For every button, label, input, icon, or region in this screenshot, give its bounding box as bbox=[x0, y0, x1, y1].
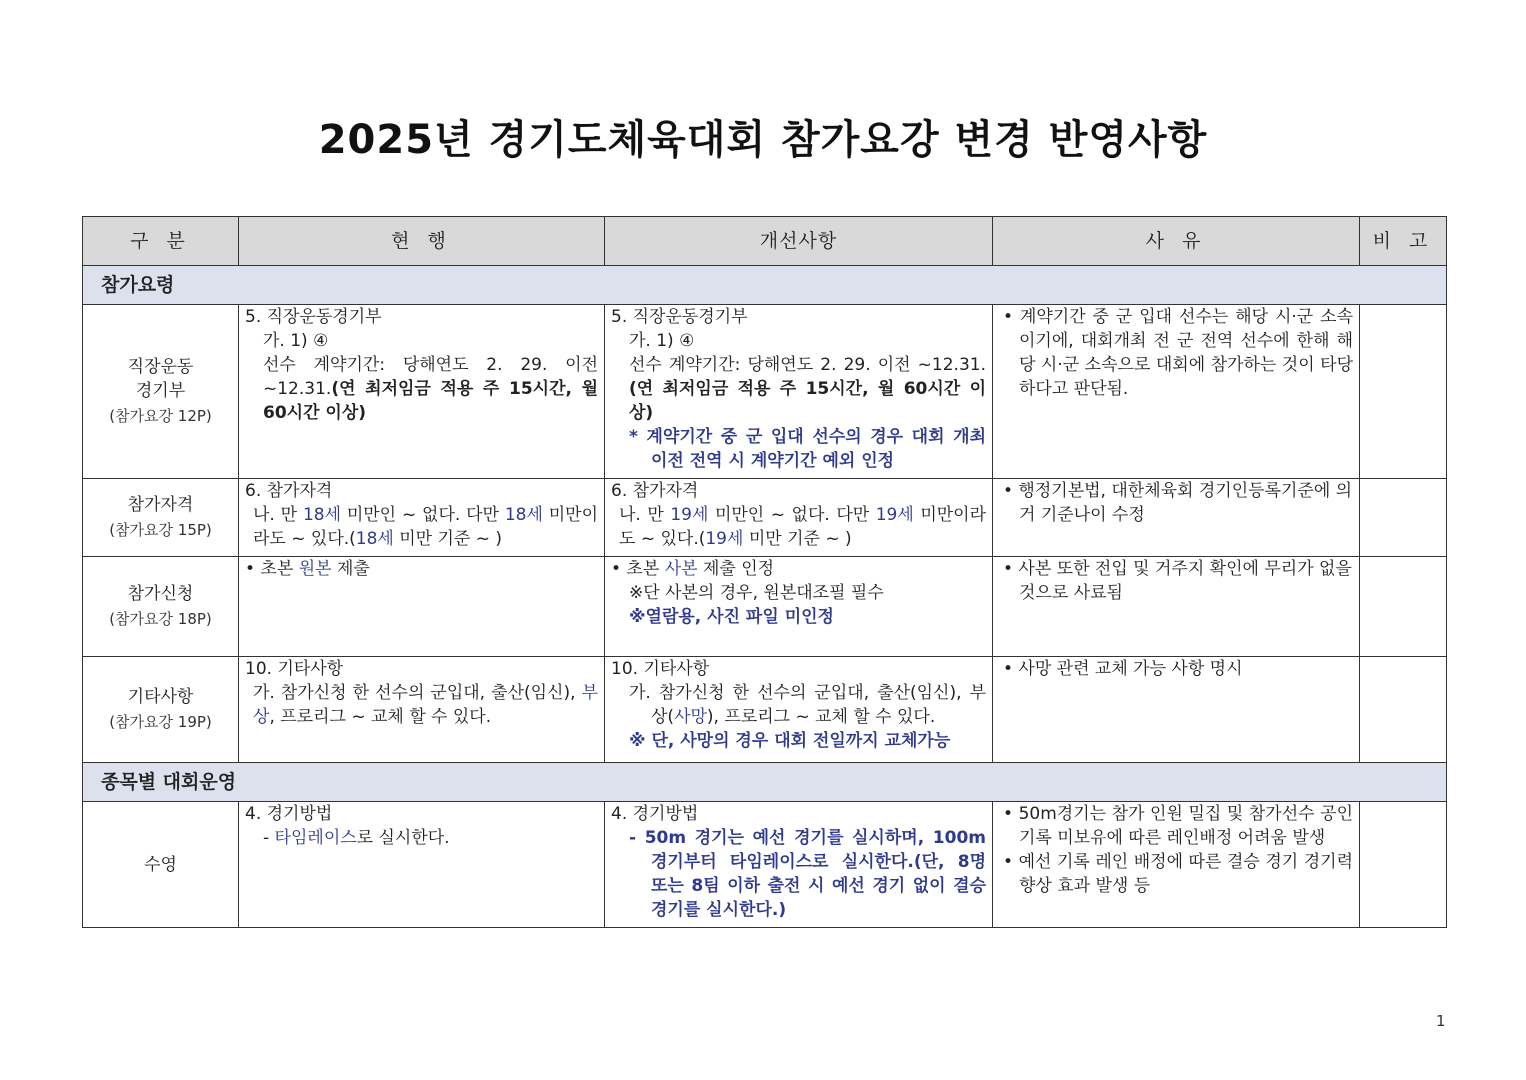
current-line: 4. 경기방법 bbox=[245, 804, 333, 824]
category-cell bbox=[83, 657, 239, 763]
category-ref: (참가요강 18P) bbox=[109, 609, 212, 628]
improvement-line: 가. 1) ④ bbox=[629, 331, 695, 351]
text: 미만 기준 ~ ) bbox=[743, 529, 852, 549]
header-category: 구 분 bbox=[83, 217, 239, 266]
improvement-note: ※열람용, 사진 파일 미인정 bbox=[629, 607, 834, 627]
reason-cell bbox=[993, 479, 1360, 557]
text: , 프로리그 ~ 교체 할 수 있다. bbox=[269, 707, 492, 727]
current-cell bbox=[239, 479, 605, 557]
header-current: 현 행 bbox=[239, 217, 605, 266]
improvement-note: ※ 단, 사망의 경우 대회 전일까지 교체가능 bbox=[629, 731, 951, 751]
current-line: 10. 기타사항 bbox=[245, 659, 344, 679]
highlight: 18세 bbox=[302, 505, 341, 525]
highlight: 18세 bbox=[355, 529, 394, 549]
note-cell bbox=[1360, 305, 1447, 479]
highlight: 19세 bbox=[705, 529, 744, 549]
category-label: 참가자격 bbox=[127, 494, 194, 515]
reason-text: • 계약기간 중 군 입대 선수는 해당 시·군 소속이기에, 대회개최 전 군 전역 선수에 한해 해당 시·군 소속으로 대회에 참가하는 것이 타당하다고 판단됨. bbox=[1003, 307, 1353, 399]
page-number: 1 bbox=[1436, 1012, 1446, 1030]
improvement-line: 4. 경기방법 bbox=[611, 804, 699, 824]
table-header-row bbox=[83, 217, 1447, 266]
highlight: 타임레이스 bbox=[274, 828, 357, 848]
header-reason: 사 유 bbox=[993, 217, 1360, 266]
current-cell bbox=[239, 557, 605, 657]
table-row bbox=[83, 802, 1447, 928]
text: 나. 만 bbox=[253, 505, 303, 525]
current-line: 6. 참가자격 bbox=[245, 481, 333, 501]
category-ref: (참가요강 12P) bbox=[109, 406, 212, 425]
reason-text: • 50m경기는 참가 인원 밀집 및 참가선수 공인 기록 미보유에 따른 레인배정 어려움 발생 bbox=[1003, 804, 1353, 848]
comparison-table bbox=[82, 216, 1447, 928]
table-row bbox=[83, 479, 1447, 557]
improvement-line bbox=[611, 503, 986, 551]
improvement-line bbox=[611, 681, 986, 729]
note-cell bbox=[1360, 657, 1447, 763]
category-cell bbox=[83, 479, 239, 557]
current-line bbox=[245, 503, 598, 551]
text: 제출 인정 bbox=[697, 559, 775, 579]
category-label-2: 경기부 bbox=[135, 380, 186, 401]
table-row bbox=[83, 657, 1447, 763]
text: 미만 기준 ~ ) bbox=[393, 529, 503, 549]
text: 제출 bbox=[331, 559, 370, 579]
highlight: 19세 bbox=[670, 505, 709, 525]
reason-cell bbox=[993, 802, 1360, 928]
reason-text: • 예선 기록 레인 배정에 따른 결승 경기 경기력 향상 효과 발생 등 bbox=[1003, 852, 1353, 896]
reason-text: • 사망 관련 교체 가능 사항 명시 bbox=[1003, 659, 1243, 679]
reason-cell bbox=[993, 305, 1360, 479]
reason-cell bbox=[993, 557, 1360, 657]
highlight: 사망 bbox=[674, 707, 707, 727]
current-line: 5. 직장운동경기부 bbox=[245, 307, 382, 327]
improvement-text-bold: (연 최저임금 적용 주 15시간, 월 60시간 이상) bbox=[629, 379, 986, 423]
improvement-cell bbox=[605, 802, 993, 928]
highlight: 원본 bbox=[298, 559, 332, 579]
text: • 초본 bbox=[611, 559, 665, 579]
category-cell bbox=[83, 557, 239, 657]
reason-cell bbox=[993, 657, 1360, 763]
note-cell bbox=[1360, 479, 1447, 557]
current-line bbox=[245, 826, 598, 850]
current-line bbox=[245, 353, 598, 425]
improvement-line: ※단 사본의 경우, 원본대조필 필수 bbox=[629, 583, 884, 603]
category-label: 직장운동 bbox=[127, 356, 194, 377]
category-cell bbox=[83, 802, 239, 928]
improvement-line: 5. 직장운동경기부 bbox=[611, 307, 748, 327]
current-line bbox=[245, 681, 598, 729]
improvement-line bbox=[611, 557, 986, 581]
category-label: 참가신청 bbox=[127, 583, 194, 604]
text: 가. 참가신청 한 선수의 군입대, 출산(임신), bbox=[253, 683, 582, 703]
table-row bbox=[83, 557, 1447, 657]
improvement-line: 6. 참가자격 bbox=[611, 481, 699, 501]
highlight: 사본 bbox=[664, 559, 698, 579]
improvement-line bbox=[611, 353, 986, 425]
current-line bbox=[245, 557, 598, 581]
current-cell bbox=[239, 305, 605, 479]
reason-text: • 행정기본법, 대한체육회 경기인등록기준에 의거 기준나이 수정 bbox=[1003, 481, 1353, 525]
improvement-note: * 계약기간 중 군 입대 선수의 경우 대회 개최 이전 전역 시 계약기간 예외 인정 bbox=[629, 427, 986, 471]
category-label: 기타사항 bbox=[127, 686, 194, 707]
highlight: 19세 bbox=[875, 505, 914, 525]
improvement-cell bbox=[605, 305, 993, 479]
current-text-bold: (연 최저임금 적용 주 15시간, 월 60시간 이상) bbox=[263, 379, 598, 423]
category-ref: (참가요강 15P) bbox=[109, 520, 212, 539]
improvement-text: 선수 계약기간: 당해연도 2. 29. 이전 ~12.31. bbox=[629, 355, 986, 375]
text: 나. 만 bbox=[619, 505, 671, 525]
header-note: 비 고 bbox=[1360, 217, 1447, 266]
header-improvement: 개선사항 bbox=[605, 217, 993, 266]
table-row bbox=[83, 305, 1447, 479]
current-cell bbox=[239, 802, 605, 928]
text: 미만이라도 ~ 있다.( bbox=[253, 505, 598, 549]
text: 미만인 ~ 없다. 다만 bbox=[708, 505, 876, 525]
improvement-cell bbox=[605, 657, 993, 763]
note-cell bbox=[1360, 557, 1447, 657]
current-line: 가. 1) ④ bbox=[263, 331, 329, 351]
current-cell bbox=[239, 657, 605, 763]
text: ), 프로리그 ~ 교체 할 수 있다. bbox=[706, 707, 936, 727]
improvement-cell bbox=[605, 479, 993, 557]
category-ref: (참가요강 19P) bbox=[109, 712, 212, 731]
section-row bbox=[83, 266, 1447, 305]
text: - bbox=[263, 828, 275, 848]
note-cell bbox=[1360, 802, 1447, 928]
text: 미만이라도 ~ 있다.( bbox=[619, 505, 987, 549]
text: 가. 참가신청 한 선수의 군입대, 출산(임신), 부상( bbox=[629, 683, 986, 727]
highlight: 18세 bbox=[504, 505, 543, 525]
category-cell bbox=[83, 305, 239, 479]
category-label: 수영 bbox=[144, 854, 177, 875]
current-text: 선수 계약기간: 당해연도 2. 29. 이전 ~12.31. bbox=[263, 355, 598, 399]
page-title: 2025년 경기도체육대회 참가요강 변경 반영사항 bbox=[318, 117, 1208, 163]
improvement-note: - 50m 경기는 예선 경기를 실시하며, 100m 경기부터 타임레이스로 실시한다.(단, 8명 또는 8팀 이하 출전 시 예선 경기 없이 결승 경기를 실시한다.) bbox=[629, 828, 986, 920]
section-row bbox=[83, 763, 1447, 802]
reason-text: • 사본 또한 전입 및 거주지 확인에 무리가 없을 것으로 사료됨 bbox=[1003, 559, 1352, 603]
text: 로 실시한다. bbox=[356, 828, 450, 848]
section-title: 종목별 대회운영 bbox=[83, 763, 1447, 802]
improvement-cell bbox=[605, 557, 993, 657]
highlight: 부상 bbox=[253, 683, 598, 727]
text: • 초본 bbox=[245, 559, 299, 579]
text: 미만인 ~ 없다. 다만 bbox=[341, 505, 505, 525]
improvement-line: 10. 기타사항 bbox=[611, 659, 710, 679]
section-title: 참가요령 bbox=[83, 266, 1447, 305]
